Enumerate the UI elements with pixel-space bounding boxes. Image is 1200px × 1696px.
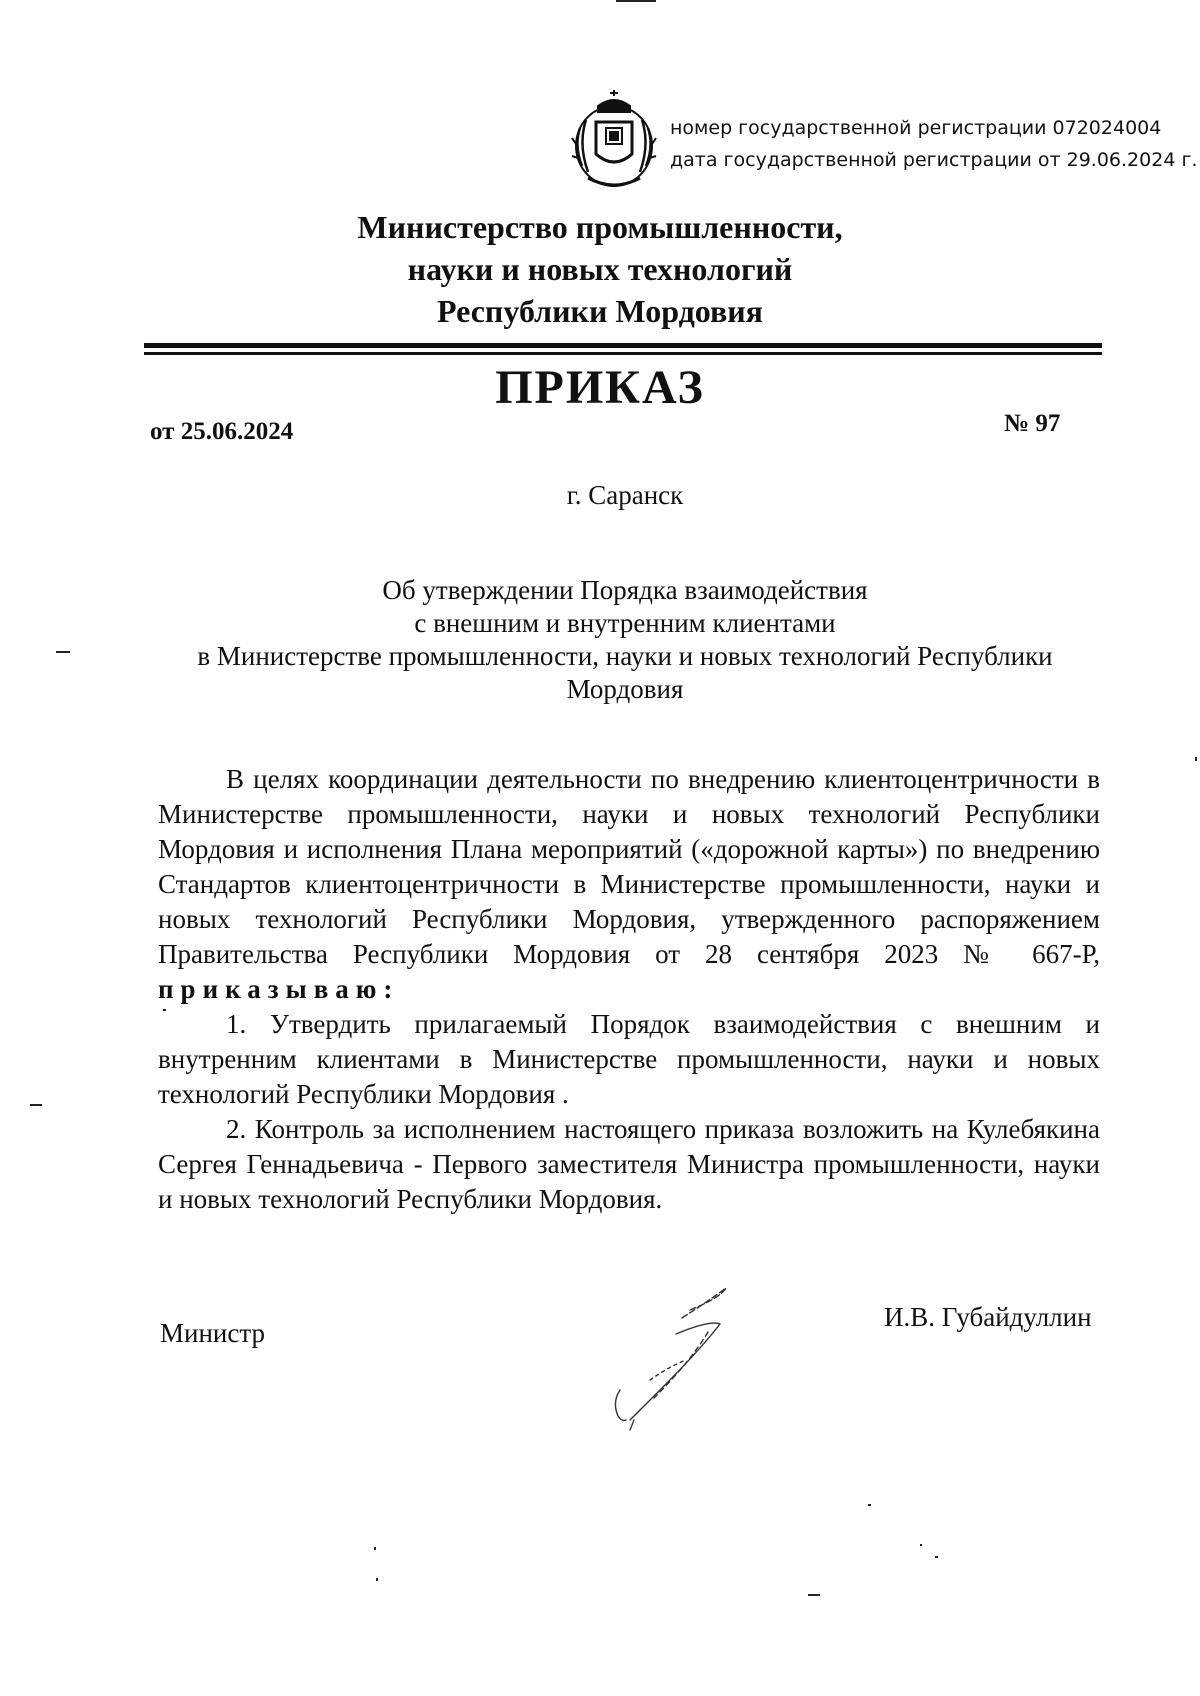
registration-date: дата государственной регистрации от 29.06.2024 г. xyxy=(670,149,1198,171)
document-body xyxy=(158,762,1100,1217)
signature-icon xyxy=(590,1270,810,1440)
order-item-1: 1. Утвердить прилагаемый Порядок взаимодействия с внешним и внутренним клиентами в Министерстве промышленности, науки и новых технологий Республики Мордовия . xyxy=(158,1009,1100,1109)
registration-number: номер государственной регистрации 072024004 xyxy=(670,117,1162,139)
subject-line-2: с внешним и внутренним клиентами xyxy=(414,608,836,638)
registration-info xyxy=(670,112,1198,176)
subject-line-4: Мордовия xyxy=(566,674,684,704)
subject-line-1: Об утверждении Порядка взаимодействия xyxy=(382,575,868,605)
ministry-line-1: Министерство промышленности, xyxy=(357,209,843,245)
subject-line-3: в Министерстве промышленности, науки и новых технологий Республики xyxy=(197,641,1053,671)
preamble-paragraph xyxy=(158,762,1100,1007)
document-number: № 97 xyxy=(1004,410,1061,437)
header-rule-thick xyxy=(144,343,1102,348)
order-item-2: 2. Контроль за исполнением настоящего приказа возложить на Кулебякина Сергея Геннадьевича - Первого заместителя Министра промышленности, науки и новых технологий Республики Мордовия. xyxy=(158,1114,1100,1214)
document-type-title: ПРИКАЗ xyxy=(495,361,705,414)
coat-of-arms-icon xyxy=(568,88,660,192)
document-subject xyxy=(150,574,1100,706)
document-date: от 25.06.2024 xyxy=(150,418,294,445)
signatory-name: И.В. Губайдуллин xyxy=(884,1302,1092,1332)
ministry-line-3: Республики Мордовия xyxy=(437,293,763,329)
signatory-role: Министр xyxy=(160,1318,265,1348)
document-city: г. Саранск xyxy=(566,480,684,510)
header-rule-thin xyxy=(144,352,1102,355)
order-word: приказываю: xyxy=(158,974,400,1004)
ministry-line-2: науки и новых технологий xyxy=(407,251,793,287)
preamble-text: В целях координации деятельности по внедрению клиентоцентричности в Министерстве промышленности, науки и новых технологий Республики Мордовия и исполнения Плана мероприятий («дорожной карты») по внедрению Стандартов клиентоцентричности в Министерстве промышленности, науки и новых технологий Республики Мордовия, утвержденного распоряжением Правительства Республики Мордовия от 28 сентября 2023 № 667-Р, xyxy=(158,764,1100,969)
ministry-header xyxy=(0,206,1200,332)
